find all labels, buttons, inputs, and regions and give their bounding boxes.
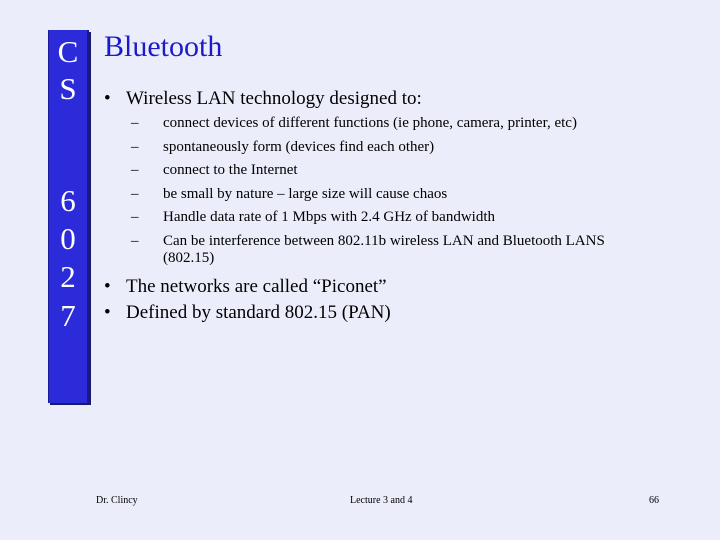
sub-bullet-marker: – [131, 233, 139, 249]
sub-bullet-text: connect devices of different functions (ie phone, camera, printer, etc) [163, 115, 577, 131]
bullet-text: Wireless LAN technology designed to: [126, 88, 422, 109]
sub-bullet-marker: – [131, 162, 139, 178]
bullet-marker: • [104, 88, 111, 109]
sub-bullet-text: connect to the Internet [163, 162, 298, 178]
sub-bullet-text: Handle data rate of 1 Mbps with 2.4 GHz of bandwidth [163, 209, 496, 225]
sub-bullet-item [131, 209, 671, 226]
sidebar-digit-0: 0 [60, 221, 76, 256]
sub-bullet-marker: – [131, 115, 139, 131]
bullet-marker: • [104, 276, 111, 297]
bullet-item [104, 276, 387, 298]
sidebar-letter-s: S [59, 71, 77, 106]
sub-bullet-marker: – [131, 186, 139, 202]
sidebar-digit-7: 7 [60, 298, 76, 333]
sub-bullet-text: be small by nature – large size will cause chaos [163, 186, 448, 202]
bullet-text: Defined by standard 802.15 (PAN) [126, 302, 391, 323]
footer-author: Dr. Clincy [96, 495, 138, 506]
sub-bullet-text: spontaneously form (devices find each other) [163, 139, 435, 155]
slide-title: Bluetooth [104, 30, 223, 63]
footer-lecture: Lecture 3 and 4 [350, 495, 413, 506]
sub-bullet-item [131, 162, 671, 179]
sidebar-letter-c: C [57, 34, 79, 69]
sub-bullet-item [131, 115, 671, 132]
sidebar-digit-2: 2 [60, 259, 76, 294]
sub-bullet-item [131, 139, 671, 156]
bullet-marker: • [104, 302, 111, 323]
course-code-sidebar [48, 30, 89, 403]
sub-bullet-text: Can be interference between 802.11b wireless LAN and Bluetooth LANS (802.15) [163, 233, 605, 266]
sub-bullet-item [131, 233, 651, 267]
sub-bullet-marker: – [131, 139, 139, 155]
footer-page-number: 66 [649, 495, 659, 506]
sub-bullet-marker: – [131, 209, 139, 225]
bullet-item [104, 88, 422, 110]
sub-bullet-item [131, 186, 671, 203]
bullet-item [104, 302, 391, 324]
sidebar-digit-6: 6 [60, 183, 76, 218]
bullet-text: The networks are called “Piconet” [126, 276, 387, 297]
